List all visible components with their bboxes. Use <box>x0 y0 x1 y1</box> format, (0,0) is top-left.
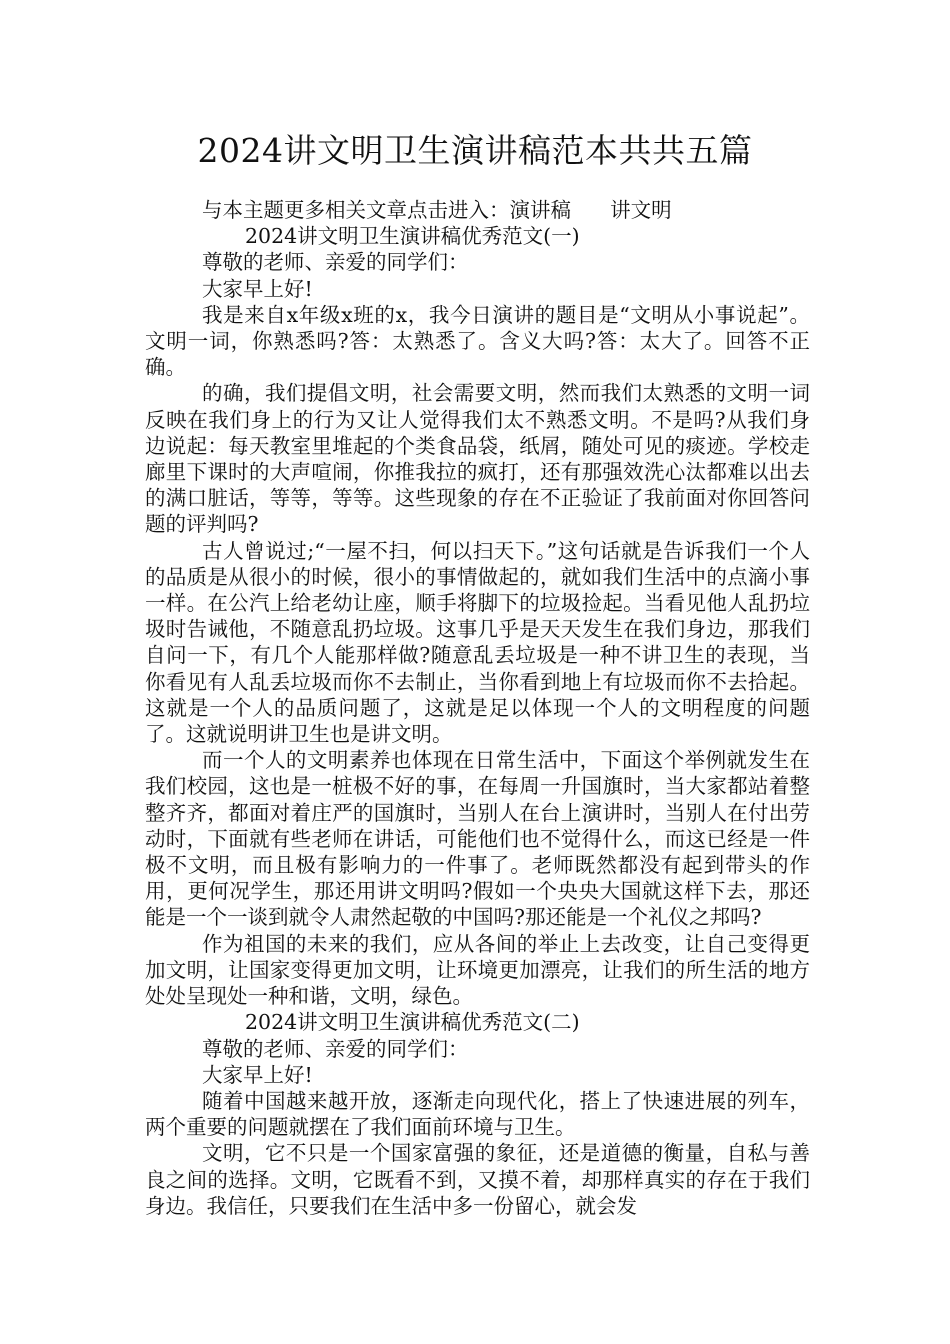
section-2-greeting: 尊敬的老师、亲爱的同学们： <box>202 1036 469 1061</box>
section-1-morning: 大家早上好! <box>202 276 313 301</box>
section-1-greeting: 尊敬的老师、亲爱的同学们： <box>202 250 469 275</box>
document-title: 2024讲文明卫生演讲稿范本共共五篇 <box>197 131 753 170</box>
section-1-paragraph: 作为祖国的未来的我们，应从各间的举止上去改变，让自己变得更加文明，让国家变得更加文明，让环境更加漂亮，让我们的所生活的地方处处呈现处一种和谐，文明，绿色。 <box>145 931 810 1009</box>
section-1-paragraph: 而一个人的文明素养也体现在日常生活中，下面这个举例就发生在我们校园，这也是一桩极不好的事，在每周一升国旗时，当大家都站着整整齐齐，都面对着庄严的国旗时，当别人在台上演讲时，当别人在付出劳动时，下面就有些老师在讲话，可能他们也不觉得什么，而这已经是一件极不文明，而且极有影响力的一件事了。老师既然都没有起到带头的作用，更何况学生，那还用讲文明吗?假如一个央央大国就这样下去，那还能是一个一谈到就令人肃然起敬的中国吗?那还能是一个礼仪之邦吗? <box>145 748 810 930</box>
section-2-paragraph: 文明，它不只是一个国家富强的象征，还是道德的衡量，自私与善良之间的选择。文明，它既看不到，又摸不着，却那样真实的存在于我们身边。我信任，只要我们在生活中多一份留心，就会发 <box>145 1141 810 1218</box>
section-1-paragraph: 的确，我们提倡文明，社会需要文明，然而我们太熟悉的文明一词反映在我们身上的行为又让人觉得我们太不熟悉文明。不是吗?从我们身边说起：每天教室里堆起的个类食品袋，纸屑，随处可见的痰迹。学校走廊里下课时的大声喧闹，你推我拉的疯打，还有那强效洗心汰都难以出去的满口脏话，等等，等等。这些现象的存在不正验证了我前面对你回答问题的评判吗? <box>145 381 810 537</box>
section-2-heading: 2024讲文明卫生演讲稿优秀范文(二) <box>245 1010 580 1035</box>
section-1-heading: 2024讲文明卫生演讲稿优秀范文(一) <box>245 224 580 249</box>
section-1-paragraph: 我是来自x年级x班的x，我今日演讲的题目是“文明从小事说起”。文明一词，你熟悉吗?答：太熟悉了。含义大吗?答：太大了。回答不正确。 <box>145 302 810 380</box>
section-2-paragraph: 随着中国越来越开放，逐渐走向现代化，搭上了快速进展的列车，两个重要的问题就摆在了我们面前环境与卫生。 <box>145 1088 810 1140</box>
section-2-morning: 大家早上好! <box>202 1062 313 1087</box>
document-body <box>145 197 810 1219</box>
related-articles-line: 与本主题更多相关文章点击进入：演讲稿 讲文明 <box>202 198 672 222</box>
section-1-paragraph: 古人曾说过;“一屋不扫，何以扫天下。”这句话就是告诉我们一个人的品质是从很小的时候，很小的事情做起的，就如我们生活中的点滴小事一样。在公汽上给老幼让座，顺手将脚下的垃圾捡起。当看见他人乱扔垃圾时告诫他，不随意乱扔垃圾。这事几乎是天天发生在我们身边，那我们自问一下，有几个人能那样做?随意乱丢垃圾是一种不讲卫生的表现，当你看见有人乱丢垃圾而你不去制止，当你看到地上有垃圾而你不去拾起。这就是一个人的品质问题了，这就是足以体现一个人的文明程度的问题了。这就说明讲卫生也是讲文明。 <box>145 538 810 747</box>
